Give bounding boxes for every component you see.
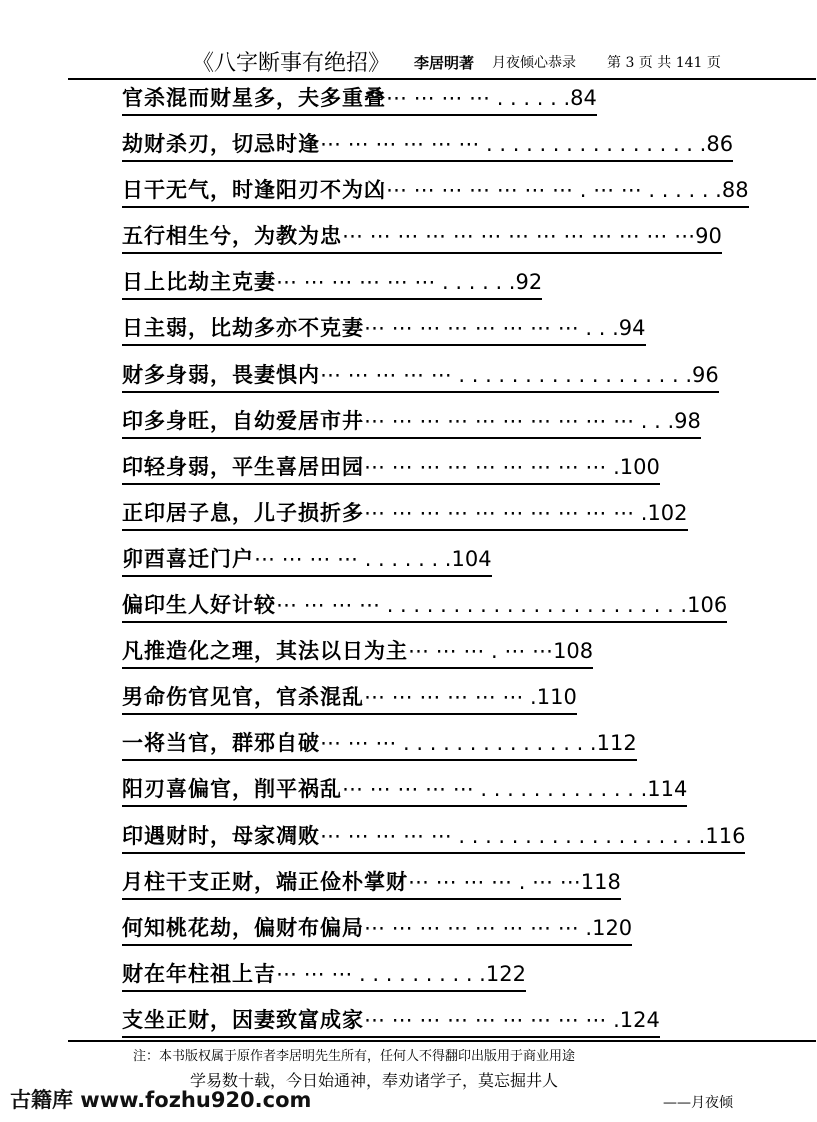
page-info: 第 3 页 共 141 页 xyxy=(607,55,721,71)
footer-divider xyxy=(68,1040,816,1042)
toc-entry-page-number: 98 xyxy=(674,408,701,433)
toc-entry[interactable] xyxy=(122,773,762,819)
toc-entry-line[interactable] xyxy=(122,220,722,254)
toc-entry-title: 官杀混而财星多，夫多重叠 xyxy=(122,86,386,110)
toc-entry-page-number: 100 xyxy=(619,454,660,479)
toc-entry[interactable] xyxy=(122,220,762,266)
toc-entry[interactable] xyxy=(122,543,762,589)
toc-entry-line[interactable] xyxy=(122,128,733,162)
toc-entry-page-number: 102 xyxy=(647,500,688,525)
toc-entry[interactable] xyxy=(122,681,762,727)
toc-entry-page-number: 104 xyxy=(451,546,492,571)
toc-entry-line[interactable] xyxy=(122,312,646,346)
site-watermark: 古籍库 www.fozhu920.com xyxy=(10,1088,312,1112)
toc-entry-page-number: 118 xyxy=(580,869,621,894)
toc-entry-line[interactable] xyxy=(122,866,621,900)
toc-entry-line[interactable] xyxy=(122,543,492,577)
toc-entry-title: 印遇财时，母家凋败 xyxy=(122,823,320,848)
toc-entry-title: 凡推造化之理，其法以日为主 xyxy=(122,639,408,664)
toc-entry-line[interactable] xyxy=(122,266,542,300)
toc-entry-page-number: 94 xyxy=(618,316,646,341)
toc-entry-leader: ⋯ ⋯ ⋯ ⋯ . . . . . . . xyxy=(254,546,452,571)
toc-entry-leader: ⋯ ⋯ ⋯ ⋯ ⋯ ⋯ ⋯ ⋯ . xyxy=(364,915,593,940)
toc-entry-title: 月柱干支正财，端正俭朴掌财 xyxy=(122,869,408,894)
motto-line: 学易数十载，今日始通神，奉劝诸学子，莫忘掘井人 xyxy=(190,1071,559,1090)
toc-entry-leader: ⋯ ⋯ ⋯ ⋯ ⋯ . . . . . . . . . . . . . xyxy=(342,777,648,802)
toc-entry-title: 日干无气，时逢阳刃不为凶 xyxy=(122,178,386,203)
toc-entry-page-number: 116 xyxy=(705,823,746,848)
toc-entry-leader: ⋯ ⋯ ⋯ . . . . . . . . . . xyxy=(276,961,486,986)
toc-entry-line[interactable] xyxy=(122,174,749,208)
toc-entry-page-number: 108 xyxy=(553,639,594,664)
toc-entry-line[interactable] xyxy=(122,958,526,992)
toc-entry[interactable] xyxy=(122,451,762,497)
toc-entry-title: 日上比劫主克妻 xyxy=(122,270,276,295)
toc-entry-line[interactable] xyxy=(122,635,593,669)
toc-entry-page-number: 92 xyxy=(515,270,543,295)
toc-entry-title: 财在年柱祖上吉 xyxy=(122,961,276,986)
toc-entry[interactable] xyxy=(122,727,762,773)
toc-entry-title: 印轻身弱，平生喜居田园 xyxy=(122,454,364,479)
toc-entry-line[interactable] xyxy=(122,497,688,531)
toc-entry-line[interactable] xyxy=(122,681,577,715)
toc-entry-line[interactable] xyxy=(122,589,727,623)
toc-entry-title: 阳刃喜偏官，削平祸乱 xyxy=(122,777,342,802)
toc-entry-title: 印多身旺，自幼爱居市井 xyxy=(122,408,364,433)
toc-entry-leader: ⋯ ⋯ ⋯ ⋯ ⋯ ⋯ ⋯ ⋯ . . . xyxy=(364,316,619,341)
toc-entry-page-number: 84 xyxy=(570,86,597,110)
toc-entry-leader: ⋯ ⋯ ⋯ ⋯ ⋯ ⋯ ⋯ ⋯ ⋯ ⋯ . . . xyxy=(364,408,675,433)
toc-entry[interactable] xyxy=(122,312,762,358)
toc-entry-title: 劫财杀刃，切忌时逢 xyxy=(122,132,320,157)
toc-entry-line[interactable] xyxy=(122,912,632,946)
toc-entry-leader: ⋯ ⋯ ⋯ ⋯ ⋯ ⋯ ⋯ . ⋯ ⋯ . . . . . . xyxy=(386,178,722,203)
toc-entry-title: 支坐正财，因妻致富成家 xyxy=(122,1007,364,1032)
toc-entry-page-number: 112 xyxy=(596,731,637,756)
toc-entry-leader: ⋯ ⋯ ⋯ ⋯ ⋯ ⋯ . . . . . . . . . . . . . . . . . xyxy=(320,132,707,157)
toc-entry-line[interactable] xyxy=(122,727,637,761)
toc-entry-line[interactable] xyxy=(122,405,701,439)
toc-entry-leader: ⋯ ⋯ ⋯ ⋯ . . . . . . . . . . . . . . . . . . . . . . . xyxy=(276,593,688,618)
toc-entry[interactable] xyxy=(122,359,762,405)
toc-entry[interactable] xyxy=(122,635,762,681)
toc-entry-page-number: 88 xyxy=(721,178,749,203)
toc-entry-line[interactable] xyxy=(122,820,745,854)
toc-entry-title: 一将当官，群邪自破 xyxy=(122,731,320,756)
toc-entry-page-number: 122 xyxy=(485,961,526,986)
toc-entry-page-number: 124 xyxy=(619,1007,660,1032)
recorder-name: 月夜倾心恭录 xyxy=(492,55,576,71)
toc-entry-page-number: 86 xyxy=(706,132,734,157)
toc-entry-leader: ⋯ ⋯ ⋯ ⋯ ⋯ ⋯ ⋯ ⋯ ⋯ . xyxy=(364,1007,620,1032)
copyright-notice: 注：本书版权属于原作者李居明先生所有，任何人不得翻印出版用于商业用途 xyxy=(133,1049,576,1064)
toc-entry-title: 正印居子息，儿子损折多 xyxy=(122,500,364,525)
toc-entry-leader: ⋯ ⋯ ⋯ ⋯ ⋯ . . . . . . . . . . . . . . . . . . xyxy=(320,362,693,387)
toc-entry[interactable] xyxy=(122,958,762,1004)
toc-entry[interactable] xyxy=(122,405,762,451)
toc-entry[interactable] xyxy=(122,1004,762,1050)
toc-entry-leader: ⋯ ⋯ ⋯ ⋯ ⋯ ⋯ ⋯ ⋯ ⋯ ⋯ . xyxy=(364,500,648,525)
toc-entry-line[interactable] xyxy=(122,82,597,116)
toc-entry-leader: ⋯ ⋯ ⋯ ⋯ . ⋯ ⋯ xyxy=(408,869,581,894)
toc-entry-leader: ⋯ ⋯ ⋯ ⋯ ⋯ ⋯ ⋯ ⋯ ⋯ . xyxy=(364,454,620,479)
toc-entry-leader: ⋯ ⋯ ⋯ ⋯ . . . . . . xyxy=(386,86,571,110)
toc-entry-title: 财多身弱，畏妻惧内 xyxy=(122,362,320,387)
toc-entry[interactable] xyxy=(122,128,762,174)
toc-entry-page-number: 110 xyxy=(536,685,577,710)
table-of-contents xyxy=(122,82,762,1050)
toc-entry-line[interactable] xyxy=(122,359,719,393)
header-divider xyxy=(68,78,816,80)
toc-entry-leader: ⋯ ⋯ ⋯ ⋯ ⋯ . . . . . . . . . . . . . . . . . . . xyxy=(320,823,706,848)
toc-entry-title: 偏印生人好计较 xyxy=(122,593,276,618)
toc-entry-line[interactable] xyxy=(122,1004,660,1038)
toc-entry-line[interactable] xyxy=(122,451,660,485)
toc-entry[interactable] xyxy=(122,82,762,128)
toc-entry-leader: ⋯ ⋯ ⋯ ⋯ ⋯ ⋯ . . . . . . xyxy=(276,270,516,295)
toc-entry-title: 卯酉喜迁门户 xyxy=(122,546,254,571)
toc-entry-title: 日主弱，比劫多亦不克妻 xyxy=(122,316,364,341)
toc-entry[interactable] xyxy=(122,820,762,866)
author-name: 李居明著 xyxy=(414,54,475,72)
toc-entry-leader: ⋯ ⋯ ⋯ . . . . . . . . . . . . . . . xyxy=(320,731,597,756)
toc-entry-leader: ⋯ ⋯ ⋯ ⋯ ⋯ ⋯ ⋯ ⋯ ⋯ ⋯ ⋯ ⋯ ⋯ xyxy=(342,224,696,249)
page-header xyxy=(0,46,817,76)
toc-entry-leader: ⋯ ⋯ ⋯ . ⋯ ⋯ xyxy=(408,639,554,664)
toc-entry-title: 何知桃花劫，偏财布偏局 xyxy=(122,915,364,940)
toc-entry-leader: ⋯ ⋯ ⋯ ⋯ ⋯ ⋯ . xyxy=(364,685,537,710)
toc-entry-title: 五行相生兮，为教为忠 xyxy=(122,224,342,249)
toc-entry-line[interactable] xyxy=(122,773,687,807)
toc-entry-page-number: 96 xyxy=(692,362,719,387)
toc-entry-page-number: 90 xyxy=(695,224,722,249)
toc-entry[interactable] xyxy=(122,589,762,635)
toc-entry-page-number: 120 xyxy=(592,915,633,940)
toc-entry[interactable] xyxy=(122,912,762,958)
toc-entry[interactable] xyxy=(122,497,762,543)
toc-entry-title: 男命伤官见官，官杀混乱 xyxy=(122,685,364,710)
toc-entry[interactable] xyxy=(122,866,762,912)
book-title: 《八字断事有绝招》 xyxy=(192,51,391,76)
signature: ——月夜倾 xyxy=(663,1095,733,1111)
toc-entry[interactable] xyxy=(122,174,762,220)
toc-entry-page-number: 114 xyxy=(647,777,688,802)
toc-entry-page-number: 106 xyxy=(687,593,728,618)
toc-entry[interactable] xyxy=(122,266,762,312)
